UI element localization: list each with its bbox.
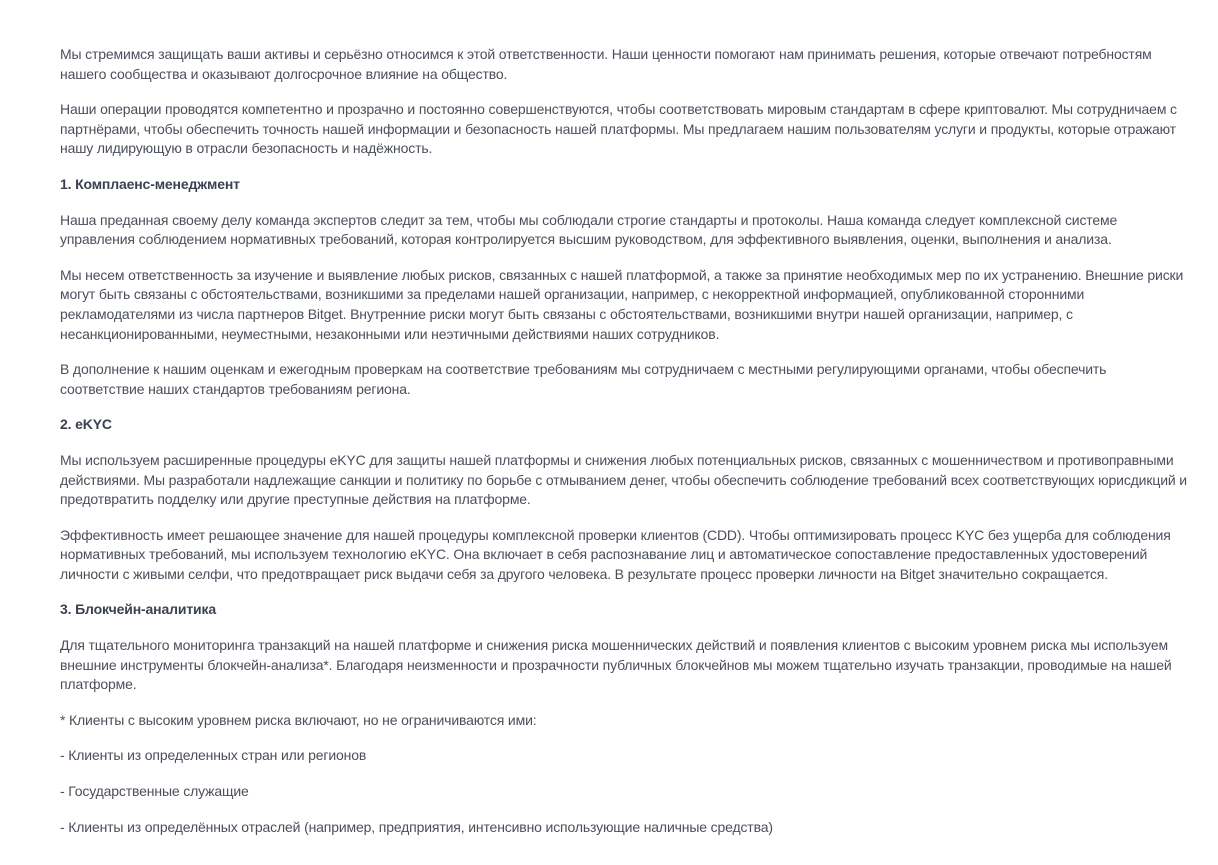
ekyc-paragraph-1: Мы используем расширенные процедуры eKYC для защиты нашей платформы и снижения любых потенциальных рисков, связанных с мошенничеством и противоправными действиями. Мы разработали надлежащие санкции и политику по борьбе с отмыванием денег, чтобы обеспечить соблюдение требований всех соответствующих юрисдикций и предотвратить подделку или другие преступные действия на платформе. bbox=[60, 451, 1187, 508]
compliance-paragraph-3: В дополнение к нашим оценкам и ежегодным проверкам на соответствие требованиям мы сотрудничаем с местными регулирующими органами, чтобы обеспечить соответствие наших стандартов требованиям региона. bbox=[60, 361, 1107, 397]
article-body bbox=[60, 45, 1190, 853]
intro-paragraph-1: Мы стремимся защищать ваши активы и серьёзно относимся к этой ответственности. Наши ценности помогают нам принимать решения, которые отвечают потребностям нашего сообщества и оказывают долгосрочное влияние на общество. bbox=[60, 46, 1152, 82]
section-heading-ekyc: 2. eKYC bbox=[60, 416, 112, 433]
high-risk-list-item: - Клиенты из определенных стран или регионов bbox=[60, 747, 367, 764]
high-risk-list-item: - Клиенты из определённых отраслей (например, предприятия, интенсивно использующие наличные средства) bbox=[60, 818, 773, 835]
compliance-paragraph-1: Наша преданная своему делу команда экспертов следит за тем, чтобы мы соблюдали строгие стандарты и протоколы. Наша команда следует комплексной системе управления соблюдением нормативных требований, которая контролируется высшим руководством, для эффективного выявления, оценки, выполнения и анализа. bbox=[60, 211, 1118, 248]
high-risk-list-item: - Государственные служащие bbox=[60, 783, 249, 800]
ekyc-paragraph-2: Эффективность имеет решающее значение для нашей процедуры комплексной проверки клиентов (CDD). Чтобы оптимизировать процесс KYC без ущерба для соблюдения нормативных требований, мы используем технологию eKYC. Она включает в себя распознавание лиц и автоматическое сопоставление предоставленных удостоверений личности с живыми селфи, что предотвращает риск выдачи себя за другого человека. В результате процесс проверки личности на Bitget значительно сокращается. bbox=[60, 526, 1171, 582]
high-risk-footnote: * Клиенты с высоким уровнем риска включают, но не ограничиваются ими: bbox=[60, 711, 537, 728]
compliance-paragraph-2: Мы несем ответственность за изучение и выявление любых рисков, связанных с нашей платформой, а также за принятие необходимых мер по их устранению. Внешние риски могут быть связаны с обстоятельствами, возникшими за пределами нашей организации, например, с некорректной информацией, опубликованной сторонними рекламодателями из числа партнеров Bitget. Внутренние риски могут быть связаны с обстоятельствами, возникшими внутри нашей организации, например, с несанкционированными, неуместными, незаконными или неэтичными действиями наших сотрудников. bbox=[60, 266, 1184, 342]
blockchain-paragraph-1: Для тщательного мониторинга транзакций на нашей платформе и снижения риска мошеннических действий и появления клиентов с высоким уровнем риска мы используем внешние инструменты блокчейн-анализа*. Благодаря неизменности и прозрачности публичных блокчейнов мы можем тщательно изучать транзакции, проводимые на нашей платформе. bbox=[60, 637, 1172, 693]
section-heading-blockchain-analytics: 3. Блокчейн-аналитика bbox=[60, 601, 216, 618]
intro-paragraph-2: Наши операции проводятся компетентно и прозрачно и постоянно совершенствуются, чтобы соответствовать мировым стандартам в сфере криптовалют. Мы сотрудничаем с партнёрами, чтобы обеспечить точность нашей информации и безопасность нашей платформы. Мы предлагаем нашим пользователям услуги и продукты, которые отражают нашу лидирующую в отрасли безопасность и надёжность. bbox=[60, 101, 1177, 157]
section-heading-compliance: 1. Комплаенс-менеджмент bbox=[60, 175, 240, 192]
